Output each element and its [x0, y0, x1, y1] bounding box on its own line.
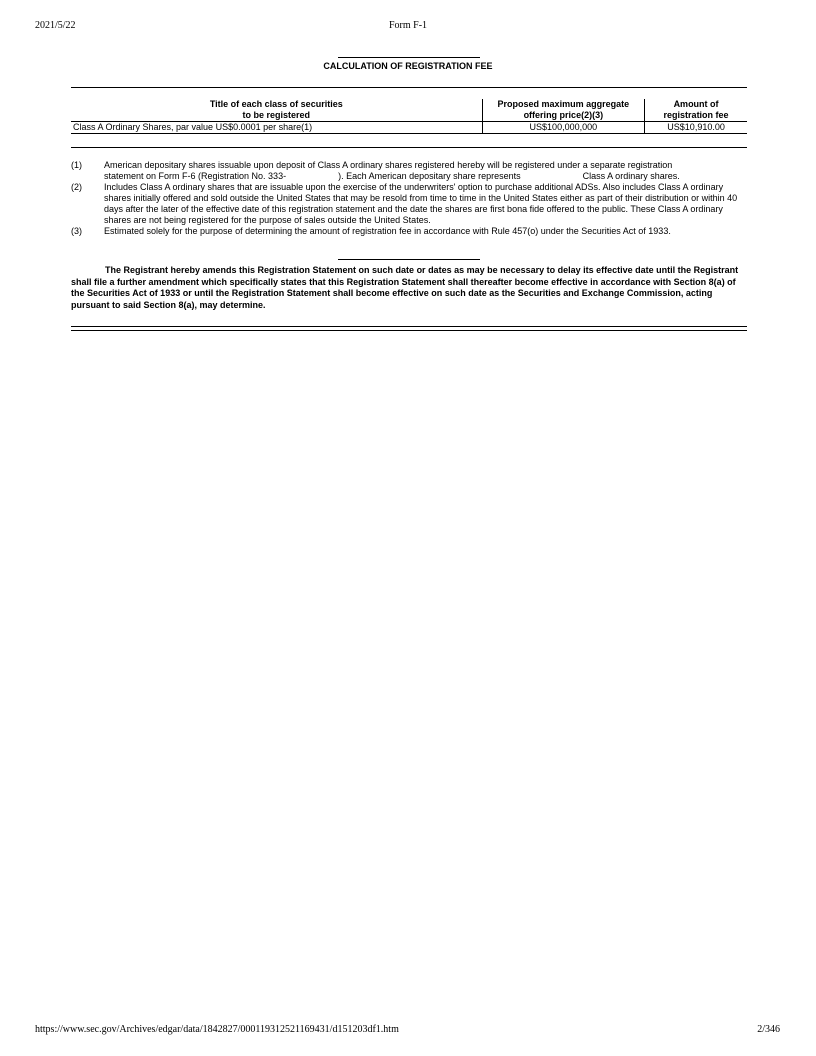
- col-header-fee-line1: Amount of: [673, 99, 719, 109]
- form-name: Form F-1: [388, 20, 428, 31]
- registration-fee-cell: US$10,910.00: [667, 122, 725, 132]
- title-rule: [338, 57, 480, 58]
- col-header-title: [71, 99, 482, 122]
- security-cell: Class A Ordinary Shares, par value US$0.0001 per share(1): [73, 122, 313, 132]
- paragraph-rule: [338, 259, 480, 260]
- offering-price-cell: US$100,000,000: [482, 122, 645, 134]
- footnote-1: [71, 160, 747, 182]
- delaying-amendment-paragraph: The Registrant hereby amends this Registration Statement on such date or dates as may be necessary to delay its effective date until the Registrant shall file a further amendment which specifically states that this Registration Statement shall thereafter become effective in accordance with Section 8(a) of the Securities Act of 1933 or until the Registration Statement shall become effective on such date as the Securities and Exchange Commission, acting pursuant to said Section 8(a), may determine.: [71, 265, 739, 310]
- col-header-title-line2: to be registered: [242, 110, 311, 120]
- divider-top: [71, 87, 747, 88]
- footnote-2-text: Includes Class A ordinary shares that are issuable upon the exercise of the underwriters' option to purchase additional ADSs. Also includes Class A ordinary shares initially offered and sold outside the United States that may be resold from time to time in the United States either as part of their distribution or within 40 days after the later of the effective date of this registration statement and the date the shares are first bona fide offered to the public. These Class A ordinary shares are not being registered for the purpose of sales outside the United States.: [104, 182, 738, 225]
- footnote-2: [71, 182, 747, 226]
- table-row: [71, 122, 747, 134]
- footnote-marker: (1): [71, 160, 82, 170]
- col-header-offering-line1: Proposed maximum aggregate: [497, 99, 630, 109]
- col-header-fee: [645, 99, 747, 122]
- footnote-1-line2a: statement on Form F-6 (Registration No. 333-: [104, 171, 287, 181]
- col-header-title-line1: Title of each class of securities: [209, 99, 343, 109]
- registration-fee-table: [71, 99, 747, 134]
- divider-bottom-1: [71, 326, 747, 327]
- col-header-offering-line2: offering price(2)(3): [523, 110, 604, 120]
- footnote-1-line2c: Class A ordinary shares.: [582, 171, 680, 181]
- footnotes: [71, 160, 747, 237]
- col-header-fee-line2: registration fee: [663, 110, 729, 120]
- footnote-3: [71, 226, 747, 237]
- source-url-link[interactable]: https://www.sec.gov/Archives/edgar/data/1842827/000119312521169431/d151203df1.htm: [35, 1024, 399, 1035]
- table-header-row: [71, 99, 747, 122]
- footnote-1-line1: American depositary shares issuable upon deposit of Class A ordinary shares registered hereby will be registered under a separate registration: [104, 160, 673, 170]
- footnote-3-text: Estimated solely for the purpose of determining the amount of registration fee in accordance with Rule 457(o) under the Securities Act of 1933.: [104, 226, 671, 236]
- footnote-1-line2b: ). Each American depositary share represents: [338, 171, 521, 181]
- footnote-marker: (3): [71, 226, 82, 236]
- page-number: 2/346: [757, 1024, 780, 1035]
- divider-bottom-2: [71, 330, 747, 331]
- divider-table-bottom: [71, 147, 747, 148]
- print-date: 2021/5/22: [35, 20, 76, 31]
- page-title: CALCULATION OF REGISTRATION FEE: [323, 61, 493, 71]
- col-header-offering: [482, 99, 645, 122]
- footnote-marker: (2): [71, 182, 82, 192]
